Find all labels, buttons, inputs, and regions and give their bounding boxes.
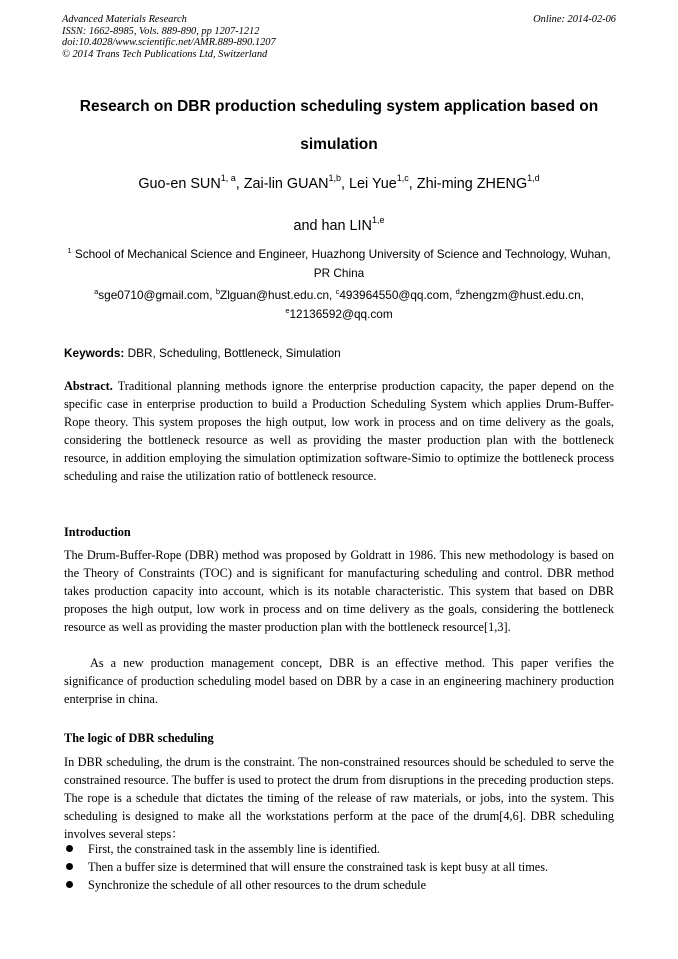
author-name: Lei Yue (349, 176, 397, 192)
bullet-icon (66, 845, 73, 852)
abstract-label: Abstract. (64, 379, 113, 393)
author-line-1: Guo-en SUN$^{1, a}$, Zai-lin GUAN$^{1,b}$, Lei Yue$^{1,c}$, Zhi-ming ZHENG$^{1,d}$ (138, 173, 540, 192)
keywords-text: DBR, Scheduling, Bottleneck, Simulation (127, 346, 341, 360)
section-heading-dbr-logic: The logic of DBR scheduling (64, 731, 214, 745)
author-affiliation-mark: 1,b (328, 173, 342, 184)
author-list (40, 163, 638, 247)
introduction-paragraph-2: As a new production management concept, DBR is an effective method. This paper verifies the significance of production scheduling model based on DBR by a case in an engineering machinery production enterprise in china. (64, 656, 614, 706)
list-item: Then a buffer size is determined that will ensure the constrained task is kept busy at all times. (64, 858, 614, 876)
author-line-2 (40, 205, 638, 247)
journal-name: Advanced Materials Research (62, 14, 187, 25)
issn-line: ISSN: 1662-8985, Vols. 889-890, pp 1207-1212 (62, 25, 260, 37)
email-address[interactable]: Zlguan@hust.edu.cn (219, 288, 330, 302)
online-date: Online: 2014-02-06 (533, 14, 616, 25)
journal-header (62, 14, 618, 60)
list-item: First, the constrained task in the assembly line is identified. (64, 840, 614, 858)
abstract-text: Traditional planning methods ignore the enterprise production capacity, the paper depend on the specific case in enterprise production to build a Production Scheduling System which applies Drum-Buffer-Rope theory. This system proposes the high output, low work in process and on time delivery as the goals, considering the bottleneck resource as well as providing the master production plan with the bottleneck resource, in addition employing the simulation optimization software-Simio to optimize the bottleneck process scheduling and raise the utilization ratio of bottleneck resource. (64, 379, 615, 483)
list-item: Synchronize the schedule of all other resources to the drum schedule (64, 876, 614, 894)
abstract (64, 377, 614, 485)
email-list: $^a$sge0710@gmail.com, $^b$Zlguan@hust.edu.cn, $^c$493964550@qq.com, $^d$zhengzm@hust.edu.cn, $^e$12136592@qq.com (94, 287, 584, 321)
bullet-icon (66, 881, 73, 888)
author-affiliation-mark: 1,d (527, 173, 540, 184)
author-name: Guo-en SUN (138, 176, 221, 192)
keywords (64, 345, 614, 361)
author-affiliation-mark: 1,c (396, 173, 409, 184)
email-address[interactable]: sge0710@gmail.com (98, 288, 210, 302)
affiliation-text: School of Mechanical Science and Engineer, Huazhong University of Science and Technology, Wuhan, PR China (74, 247, 611, 280)
author-name: Zhi-ming ZHENG (416, 176, 528, 192)
dbr-steps-list (64, 840, 614, 894)
doi-line[interactable]: doi:10.4028/www.scientific.net/AMR.889-890.1207 (62, 37, 276, 49)
author-name: Zai-lin GUAN (243, 176, 329, 192)
author-affiliation-mark: 1, a (220, 173, 236, 184)
introduction-paragraph-1: The Drum-Buffer-Rope (DBR) method was proposed by Goldratt in 1986. This new methodology is based on the Theory of Constraints (TOC) and is significant for manufacturing scheduling and control. DBR method takes production capacity into account, which is its notable characteristic. This system that based on DBR proposes the high output, low work in process and on time delivery as the goals, considering the bottleneck resource as well as providing the master production plan with the bottleneck resource[1,3]. (64, 548, 614, 634)
copyright-line: © 2014 Trans Tech Publications Ltd, Switzerland (62, 48, 268, 60)
email-address[interactable]: 12136592@qq.com (289, 306, 393, 321)
author-affiliation-mark: 1,e (371, 215, 385, 226)
affiliation-mark: 1 (67, 246, 72, 256)
dbr-logic-paragraph: In DBR scheduling, the drum is the constraint. The non-constrained resources should be scheduled to serve the constrained resource. The buffer is used to protect the drum from disruptions in the preceding production steps. The rope is a schedule that dictates the timing of the release of raw materials, or jobs, into the system. This scheduling is designed to make all the workstations perform at the pace of the drum[4,6]. DBR scheduling involves several steps： (64, 755, 614, 841)
bullet-icon (66, 863, 73, 870)
email-address[interactable]: 493964550@qq.com (339, 288, 450, 302)
email-address[interactable]: zhengzm@hust.edu.cn (459, 288, 581, 302)
keywords-label: Keywords: (64, 346, 125, 360)
affiliation (60, 245, 618, 282)
paper-title: Research on DBR production scheduling system application based on simulation (79, 98, 599, 153)
section-heading-introduction: Introduction (64, 525, 131, 539)
author-name: and han LIN (293, 218, 372, 234)
